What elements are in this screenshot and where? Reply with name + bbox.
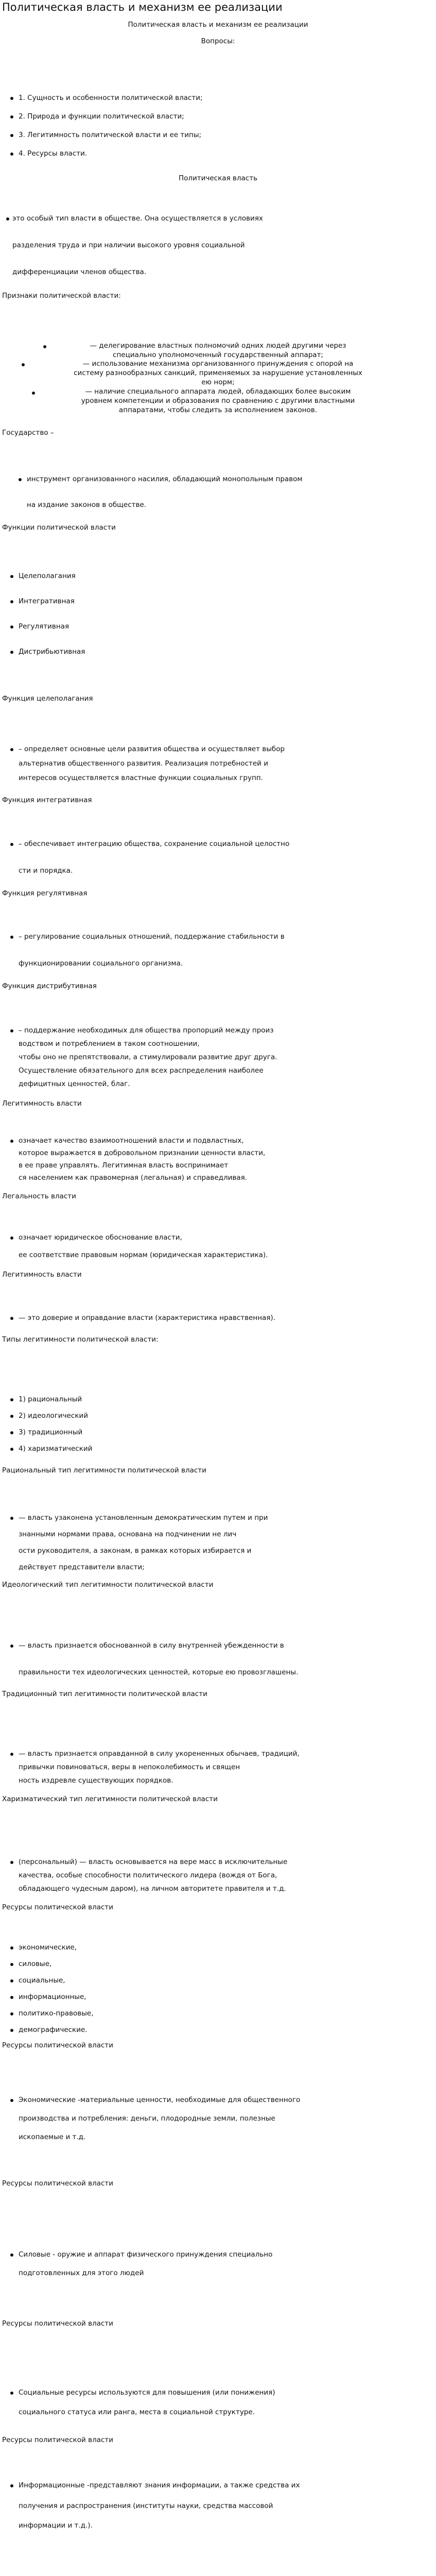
list-item: 1. Сущность и особенности политической власти; [19,94,203,102]
paragraph-line: производства и потребления: деньги, плодородные земли, полезные [19,2114,275,2123]
paragraph-line: которое выражается в добровольном признании ценности власти, [19,1149,266,1157]
bullet-icon [6,217,9,221]
bullet-icon [10,1996,13,1999]
paragraph-line: — власть признается обоснованной в силу внутренней убежденности в [19,1641,284,1650]
paragraph-line: (персональный) — власть основывается на вере масс в исключительные [19,1858,288,1866]
bullet-icon [10,1398,13,1401]
paragraph-line: сти и порядка. [19,867,73,875]
paragraph-line: функционировании социального организма. [19,959,183,968]
bullet-icon [10,1963,13,1966]
paragraph-line: инструмент организованного насилия, обладающий монопольным правом [27,475,303,483]
list-item: Регулятивная [19,622,69,631]
bullet-icon [10,2012,13,2015]
list-item: демографические. [19,2026,88,2034]
paragraph-line: Информационные -представляют знания информации, а также средства их [19,2481,300,2489]
list-item: Целеполагания [19,572,76,580]
section-heading-trad: Традиционный тип легитимности политической власти [2,1690,207,1698]
paragraph-line: социального статуса или ранга, места в социальной структуре. [19,2408,255,2416]
paragraph-line: систему разнообразных санкций, применяемых за нарушение установленных [74,369,362,377]
bullet-icon [19,478,22,481]
paragraph-line: действует представители власти; [19,1563,145,1571]
list-item: политико-правовые, [19,2009,94,2018]
bullet-icon [10,97,13,100]
paragraph-line: – регулирование социальных отношений, поддержание стабильности в [19,933,285,941]
list-item: 3) традиционный [19,1428,83,1436]
bullet-icon [10,2029,13,2032]
bullet-icon [10,2099,13,2102]
paragraph-line: — использование механизма организованного принуждения с опорой на [82,360,354,368]
bullet-icon [10,936,13,939]
paragraph-line: означает юридическое обоснование власти, [19,1233,182,1242]
paragraph-line: Силовые - оружие и аппарат физического принуждения специально [19,2250,273,2259]
section-heading-legal: Легальность власти [2,1192,76,1200]
section-heading-functions: Функции политической власти [2,523,116,532]
paragraph-line: интересов осуществляется властные функции социальных групп. [19,774,263,782]
paragraph-line: – обеспечивает интеграцию общества, сохранение социальной целостно [19,840,290,848]
section-heading-res3: Ресурсы политической власти [2,2319,114,2328]
list-item: 2) идеологический [19,1412,88,1420]
paragraph-line: означает качество взаимоотношений власти и подвластных, [19,1137,244,1145]
paragraph-line: — власть признается оправданной в силу укорененных обычаев, традиций, [19,1750,300,1758]
bullet-icon [10,1029,13,1032]
paragraph-line: ископаемые и т.д. [19,2133,86,2141]
list-item: Интегративная [19,597,75,605]
bullet-icon [10,1753,13,1756]
paragraph-line: водством и потреблением в таком соотношении, [19,1040,200,1048]
paragraph-line: ность издревле существующих порядков. [19,1776,173,1785]
paragraph-line: – определяет основные цели развития общества и осуществляет выбор [19,745,285,753]
list-item: 3. Легитимность политической власти и ее типы; [19,131,202,139]
bullet-icon [10,1415,13,1418]
bullet-icon [10,575,13,578]
section-heading-signs: Признаки политической власти: [2,292,121,300]
list-item: 4. Ресурсы власти. [19,149,88,158]
paragraph-line: подготовленных для этого людей [19,2269,144,2277]
list-item: социальные, [19,1976,65,1985]
section-heading-rational: Рациональный тип легитимности политической власти [2,1466,206,1475]
bullet-icon [10,1140,13,1143]
paragraph-line: – поддержание необходимых для общества пропорций между произ [19,1026,274,1035]
bullet-icon [10,115,13,118]
section-heading-ideo: Идеологический тип легитимности политической власти [2,1581,214,1589]
paragraph-line: привычки повиноваться, веры в непоколебимость и священ [19,1763,240,1771]
bullet-icon [10,2484,13,2487]
paragraph-line: обладающего чудесным даром), на личном авторитете правителя и т.д. [19,1885,286,1893]
section-heading-state: Государство – [2,429,54,437]
document-title: Политическая власть и механизм ее реализации [2,1,283,13]
bullet-icon [10,1517,13,1520]
bullet-icon [10,1431,13,1434]
paragraph-line: дифференциации членов общества. [12,268,147,276]
bullet-icon [10,1236,13,1240]
section-heading-f1: Функция целеполагания [2,694,93,703]
section-heading-resources: Ресурсы политической власти [2,1903,114,1911]
paragraph-line: — это доверие и оправдание власти (характеристика нравственная). [19,1314,275,1322]
section-heading-legit2: Легитимность власти [2,1270,82,1279]
list-item: 2. Природа и функции политической власти; [19,112,184,121]
section-heading-f2: Функция интегративная [2,796,92,804]
paragraph-line: Экономические -материальные ценности, необходимые для общественного [19,2096,301,2104]
paragraph-line: специально уполномоченный государственный аппарат; [113,351,323,359]
paragraph-line: информации и т.д.). [19,2521,93,2530]
list-item: 4) харизматический [19,1445,93,1453]
bullet-icon [10,748,13,751]
bullet-icon [10,651,13,654]
bullet-icon [10,152,13,156]
section-heading-res2: Ресурсы политической власти [2,2179,114,2188]
section-heading-types: Типы легитимности политической власти: [2,1335,159,1344]
bullet-icon [10,134,13,137]
bullet-icon [10,1979,13,1982]
paragraph-line: — власть узаконена установленным демократическим путем и при [19,1514,268,1522]
section-heading-legit: Легитимность власти [2,1099,82,1108]
bullet-icon [10,625,13,629]
bullet-icon [10,1645,13,1648]
paragraph-line: альтернатив общественного развития. Реализация потребностей и [19,759,268,768]
paragraph-line: Осуществление обязательного для всех распределения наиболее [19,1066,264,1075]
list-item: силовые, [19,1960,52,1968]
section-heading-charismatic: Харизматический тип легитимности политической власти [2,1795,218,1803]
paragraph-line: качества, особые способности политического лидера (вождя от Бога, [19,1871,277,1879]
bullet-icon [10,843,13,846]
list-item: информационные, [19,1993,86,2001]
paragraph-line: ости руководителя, а законам, в рамках которых избирается и [19,1547,252,1555]
paragraph-line: — наличие специального аппарата людей, обладающих более высоким [85,387,351,396]
bullet-icon [10,1946,13,1950]
list-item: экономические, [19,1943,77,1952]
paragraph-line: получения и распространения (институты науки, средства массовой [19,2502,273,2510]
section-heading-power: Политическая власть [178,174,258,182]
paragraph-line: правильности тех идеологических ценностей, которые ею провозглашены. [19,1668,299,1676]
paragraph-line: — делегирование властных полномочий одних людей другими через [90,342,346,350]
bullet-icon [10,1448,13,1451]
paragraph-line: ся населением как правомерная (легальная) и справедливая. [19,1174,248,1182]
paragraph-line: ее соответствие правовым нормам (юридическая характеристика). [19,1251,268,1259]
paragraph-line: это особый тип власти в обществе. Она осуществляется в условиях [12,214,263,223]
paragraph-line: ею норм; [201,378,235,386]
paragraph-line: разделения труда и при наличии высокого уровня социальной [12,241,245,249]
paragraph-line: знанными нормами права, основана на подчинении не лич [19,1530,237,1538]
section-heading-res4: Ресурсы политической власти [2,2436,114,2444]
document-subtitle: Политическая власть и механизм ее реализации [128,21,308,29]
list-item: Дистрибьютивная [19,648,85,656]
bullet-icon [10,2392,13,2395]
list-item: 1) рациональный [19,1395,82,1403]
section-heading-f3: Функция регулятивная [2,889,88,897]
section-heading-f4: Функция дистрибутивная [2,982,97,990]
paragraph-line: дефицитных ценностей, благ. [19,1080,130,1088]
paragraph-line: Социальные ресурсы используются для повышения (или понижения) [19,2388,275,2397]
bullet-icon [10,1861,13,1864]
paragraph-line: на издание законов в обществе. [27,501,147,509]
paragraph-line: чтобы оно не препятствовали, а стимулировали развитие друг друга. [19,1053,277,1061]
paragraph-line: в ее праве управлять. Легитимная власть воспринимает [19,1161,229,1170]
bullet-icon [10,1317,13,1320]
questions-heading: Вопросы: [201,37,235,45]
paragraph-line: аппаратами, чтобы следить за исполнением законов. [118,406,318,414]
paragraph-line: уровнем компетенции и образования по сравнению с другими властными [81,397,355,405]
bullet-icon [10,2253,13,2257]
bullet-icon [10,600,13,603]
section-heading-res1: Ресурсы политической власти [2,2041,114,2049]
